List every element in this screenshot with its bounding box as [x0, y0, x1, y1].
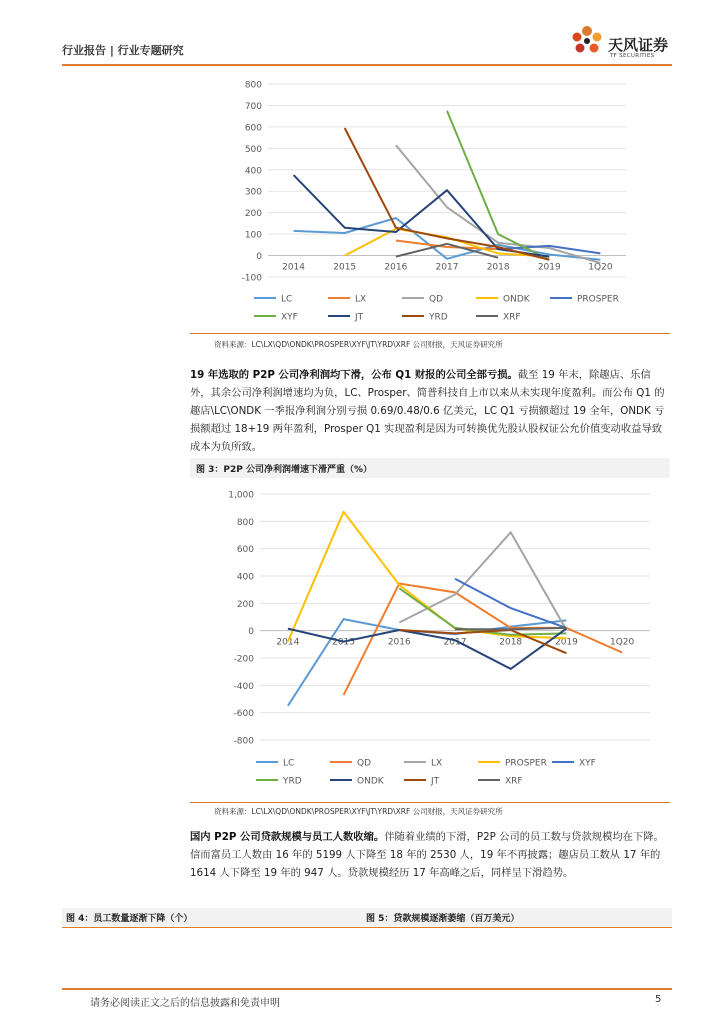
x-tick-label: 1Q20: [588, 262, 613, 273]
header-rule: [62, 64, 672, 66]
y-tick-label: 500: [244, 144, 262, 155]
x-tick-label: 2019: [554, 637, 578, 648]
y-tick-label: 800: [236, 517, 254, 528]
legend-label-lx: LX: [355, 294, 367, 305]
legend-label-lc: LC: [281, 294, 293, 305]
x-tick-label: 2016: [387, 637, 411, 648]
y-tick-label: 700: [244, 101, 262, 112]
legend-label-lx: LX: [431, 758, 443, 769]
y-tick-label: 1,000: [228, 490, 254, 501]
figure-rule: [62, 927, 672, 928]
x-tick-label: 2017: [435, 262, 459, 273]
x-tick-label: 2019: [537, 262, 561, 273]
legend-label-xrf: XRF: [505, 776, 523, 787]
y-tick-label: 0: [256, 252, 262, 263]
chart-net-profit-growth: [190, 482, 670, 800]
x-tick-label: 2016: [384, 262, 408, 273]
series-line-lx: [399, 532, 566, 630]
y-tick-label: 0: [248, 627, 254, 638]
paragraph-loan-scale-body: 伴随着业绩的下滑，P2P 公司的员工数与贷款规模均在下降。信而富员工人数由 16 年的 5199 人下降至 18 年的 2530 人，19 年不再披露；趣店员工数从 17 年的 1614 人下降至 19 年的 947 人。贷款规模经历 17 年高峰之后，同样呈下滑趋势。: [190, 831, 664, 879]
legend-label-xyf: XYF: [281, 312, 298, 323]
legend-label-ondk: ONDK: [357, 776, 384, 787]
y-tick-label: -100: [241, 273, 262, 284]
flower-logo-icon: [568, 22, 606, 60]
legend-label-xrf: XRF: [503, 312, 521, 323]
figure4-title: 图 4：员工数量逐渐下降（个）: [66, 914, 193, 924]
series-line-xyf: [447, 111, 549, 260]
y-tick-label: 200: [244, 209, 262, 220]
chart1-rule: [190, 333, 670, 334]
chart-net-profit: [190, 76, 670, 330]
x-tick-label: 2014: [282, 262, 306, 273]
footer-disclaimer: 请务必阅读正文之后的信息披露和免责申明: [90, 998, 280, 1009]
paragraph-net-profit-lead: 19 年选取的 P2P 公司净利润均下滑，公布 Q1 财报的公司全部亏损。: [190, 369, 518, 381]
figure5-title: 图 5：贷款规模逐渐萎缩（百万美元）: [366, 914, 520, 924]
legend-label-ondk: ONDK: [503, 294, 530, 305]
y-tick-label: 100: [244, 230, 262, 241]
header-title: 行业报告 | 行业专题研究: [62, 44, 184, 57]
legend-label-prosper: PROSPER: [505, 758, 547, 769]
x-tick-label: 2017: [443, 637, 467, 648]
paragraph-loan-scale: [190, 828, 670, 882]
legend-label-jt: JT: [431, 776, 440, 787]
legend-label-lc: LC: [283, 758, 295, 769]
legend-label-yrd: YRD: [283, 776, 302, 787]
y-tick-label: 400: [236, 572, 254, 583]
chart1-source: 资料来源：LC\LX\QD\ONDK\PROSPER\XYF\JT\YRD\XRF 公司财报，天风证券研究所: [214, 340, 503, 349]
x-tick-label: 2015: [333, 262, 357, 273]
logo-text: 天风证券: [608, 36, 669, 54]
page-number: 5: [655, 994, 662, 1005]
legend-label-xyf: XYF: [579, 758, 596, 769]
y-tick-label: 800: [244, 80, 262, 91]
x-tick-label: 2015: [332, 637, 356, 648]
series-line-prosper: [288, 512, 567, 642]
legend-label-qd: QD: [429, 294, 444, 305]
y-tick-label: -200: [233, 654, 254, 665]
figure3-title: 图 3：P2P 公司净利润增速下滑严重（%）: [196, 465, 373, 475]
paragraph-net-profit: [190, 366, 670, 456]
y-tick-label: 300: [244, 187, 262, 198]
legend-label-prosper: PROSPER: [577, 294, 619, 305]
logo-subtitle: TF SECURITIES: [610, 53, 655, 59]
paragraph-net-profit-body: 截至 19 年末，除趣店、乐信外，其余公司净利润增速均为负，LC、Prosper、简普科技自上市以来从未实现年度盈利。而公布 Q1 的趣店\LC\ONDK 一季报净利润分别亏损 0.69/0.48/0.6 亿美元，LC Q1 亏损额超过 19 全年，ONDK 亏损额超过 18+19 两年盈利，Prosper Q1 实现盈利是因为可转换优先股认股权证公允价值变动收益导致成本为负所致。: [190, 369, 665, 453]
paragraph-loan-scale-lead: 国内 P2P 公司贷款规模与员工人数收缩。: [190, 831, 385, 843]
legend-label-yrd: YRD: [429, 312, 448, 323]
x-tick-label: 2014: [276, 637, 300, 648]
x-tick-label: 2018: [486, 262, 510, 273]
footer-rule: [62, 988, 672, 990]
y-tick-label: 600: [236, 545, 254, 556]
y-tick-label: 600: [244, 123, 262, 134]
y-tick-label: 200: [236, 599, 254, 610]
legend-label-qd: QD: [357, 758, 372, 769]
y-tick-label: -600: [233, 709, 254, 720]
legend-label-jt: JT: [355, 312, 364, 323]
series-line-qd: [344, 584, 622, 695]
y-tick-label: -800: [233, 736, 254, 747]
chart2-rule: [190, 802, 670, 803]
chart2-source: 资料来源：LC\LX\QD\ONDK\PROSPER\XYF\JT\YRD\XRF 公司财报，天风证券研究所: [214, 807, 503, 816]
y-tick-label: 400: [244, 166, 262, 177]
x-tick-label: 2018: [499, 637, 523, 648]
y-tick-label: -400: [233, 681, 254, 692]
x-tick-label: 1Q20: [610, 637, 635, 648]
